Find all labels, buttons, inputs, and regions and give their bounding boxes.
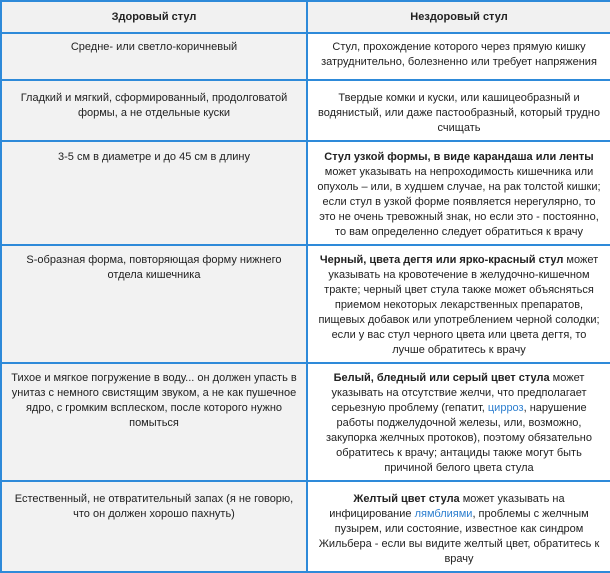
unhealthy-text: может указывать на отсутствие желчи, что предполагает серьезную проблему (гепатит, — [331, 372, 587, 414]
table-header-row — [1, 1, 610, 33]
healthy-cell: Гладкий и мягкий, сформированный, продолговатой формы, а не отдельные куски — [1, 80, 307, 141]
table-row — [1, 33, 610, 80]
unhealthy-cell: Твердые комки и куски, или кашицеобразный и водянистый, или даже пастообразный, который трудно счищать — [307, 80, 610, 141]
unhealthy-text: может указывать на непроходимость кишечника или опухоль – или, в худшем случае, на рак толстой кишки; если стул в узкой форме появляется нерегулярно, то это не очень тревожный знак, но если это - постоянно, то вам определенно следует обратиться к врачу — [317, 166, 601, 238]
healthy-cell: S-образная форма, повторяющая форму нижнего отдела кишечника — [1, 245, 307, 363]
unhealthy-bold-text: Белый, бледный или серый цвет стула — [333, 372, 550, 384]
header-healthy: Здоровый стул — [1, 1, 307, 33]
table-row — [1, 481, 610, 572]
healthy-cell: Тихое и мягкое погружение в воду... он должен упасть в унитаз с немного свистящим звуком, а не как пушечное ядро, с громким всплеском, после которого нужно помыться — [1, 363, 307, 481]
cirrhosis-link[interactable]: цирроз — [487, 402, 524, 414]
healthy-cell: 3-5 см в диаметре и до 45 см в длину — [1, 141, 307, 245]
unhealthy-cell — [307, 245, 610, 363]
unhealthy-text: может указывать на инфицирование — [329, 493, 565, 520]
table-row — [1, 363, 610, 481]
unhealthy-text: может указывать на кровотечение в желудочно-кишечном тракте; черный цвет стула также может объясняться приемом некоторых лекарственных препаратов, пищевых добавок или употреблением черной солодки; если у вас стул черного цвета или цвета дегтя, то лучше обратитесь к врачу — [318, 254, 600, 356]
unhealthy-text: , проблемы с желчным пузырем, или состояние, известное как синдром Жильбера - если вы видите желтый цвет, обратитесь к врачу — [318, 508, 600, 565]
table-row — [1, 141, 610, 245]
unhealthy-bold-text: Стул узкой формы, в виде карандаша или ленты — [324, 151, 594, 163]
table-row — [1, 245, 610, 363]
healthy-cell: Естественный, не отвратительный запах (я не говорю, что он должен хорошо пахнуть) — [1, 481, 307, 572]
header-unhealthy: Нездоровый стул — [307, 1, 610, 33]
unhealthy-cell — [307, 363, 610, 481]
unhealthy-cell — [307, 481, 610, 572]
giardia-link[interactable]: лямблиями — [414, 508, 473, 520]
unhealthy-bold-text: Черный, цвета дегтя или ярко-красный стул — [319, 254, 564, 266]
unhealthy-text: , нарушение работы поджелудочной железы, или, возможно, закупорка желчных протоков), поэтому обязательно обратитесь к врачу; антациды также могут быть причиной белого цвета стула — [325, 402, 592, 474]
table-row — [1, 80, 610, 141]
healthy-cell: Средне- или светло-коричневый — [1, 33, 307, 80]
unhealthy-bold-text: Желтый цвет стула — [353, 493, 460, 505]
unhealthy-cell — [307, 141, 610, 245]
unhealthy-cell: Стул, прохождение которого через прямую кишку затруднительно, болезненно или требует напряжения — [307, 33, 610, 80]
